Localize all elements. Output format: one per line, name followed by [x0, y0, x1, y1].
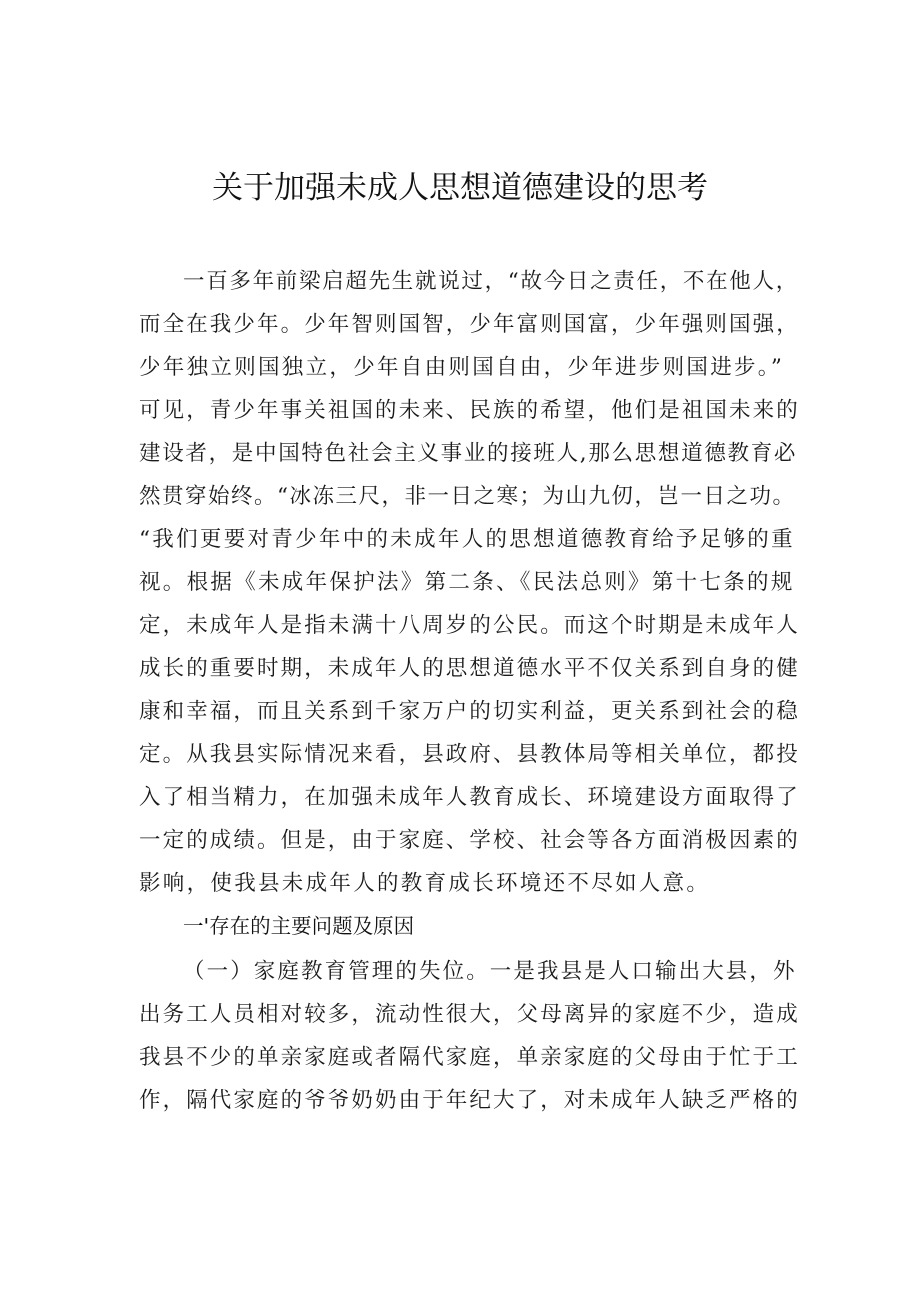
paragraph-line: （一）家庭教育管理的失位。一是我县是人口输出大县，外: [183, 959, 797, 984]
paragraph-line: “我们更要对青少年中的未成年人的思想道德教育给予足够的重: [139, 527, 795, 552]
paragraph-line: 入了相当精力，在加强未成年人教育成长、环境建设方面取得了: [139, 785, 800, 810]
paragraph-line: 我县不少的单亲家庭或者隔代家庭，单亲家庭的父母由于忙于工: [139, 1045, 800, 1070]
paragraph-line: 一百多年前梁启超先生就说过，“故今日之责任，不在他人，: [183, 269, 799, 294]
paragraph-line: 建设者，是中国特色社会主义事业的接班人,那么思想道德教育必: [139, 441, 798, 466]
paragraph-line: 少年独立则国独立，少年自由则国自由，少年进步则国进步。”: [139, 355, 785, 380]
paragraph-line: 作，隔代家庭的爷爷奶奶由于年纪大了，对未成年人缺乏严格的: [139, 1088, 800, 1113]
paragraph-line: 出务工人员相对较多，流动性很大，父母离异的家庭不少，造成: [139, 1002, 800, 1027]
paragraph-line: 康和幸福，而且关系到千家万户的切实利益，更关系到社会的稳: [139, 699, 800, 724]
paragraph-line: 成长的重要时期，未成年人的思想道德水平不仅关系到自身的健: [139, 656, 800, 681]
paragraph-line: 一定的成绩。但是，由于家庭、学校、社会等各方面消极因素的: [139, 828, 800, 853]
section-heading: 一'存在的主要问题及原因: [183, 914, 415, 938]
paragraph-line: 然贯穿始终。“冰冻三尺，非一日之寒；为山九仞，岂一日之功。: [139, 484, 796, 509]
paragraph-line: 视。根据《未成年保护法》第二条、《民法总则》第十七条的规: [139, 570, 795, 595]
paragraph-line: 定。从我县实际情况来看，县政府、县教体局等相关单位，都投: [139, 742, 800, 767]
paragraph-line: 影响，使我县未成年人的教育成长环境还不尽如人意。: [139, 871, 711, 896]
paragraph-line: 定，未成年人是指未满十八周岁的公民。而这个时期是未成年人: [139, 613, 800, 638]
document-title: 关于加强未成人思想道德建设的思考: [212, 170, 708, 206]
paragraph-line: 可见，青少年事关祖国的未来、民族的希望，他们是祖国未来的: [139, 398, 800, 423]
paragraph-line: 而全在我少年。少年智则国智，少年富则国富，少年强则国强，: [139, 312, 800, 337]
